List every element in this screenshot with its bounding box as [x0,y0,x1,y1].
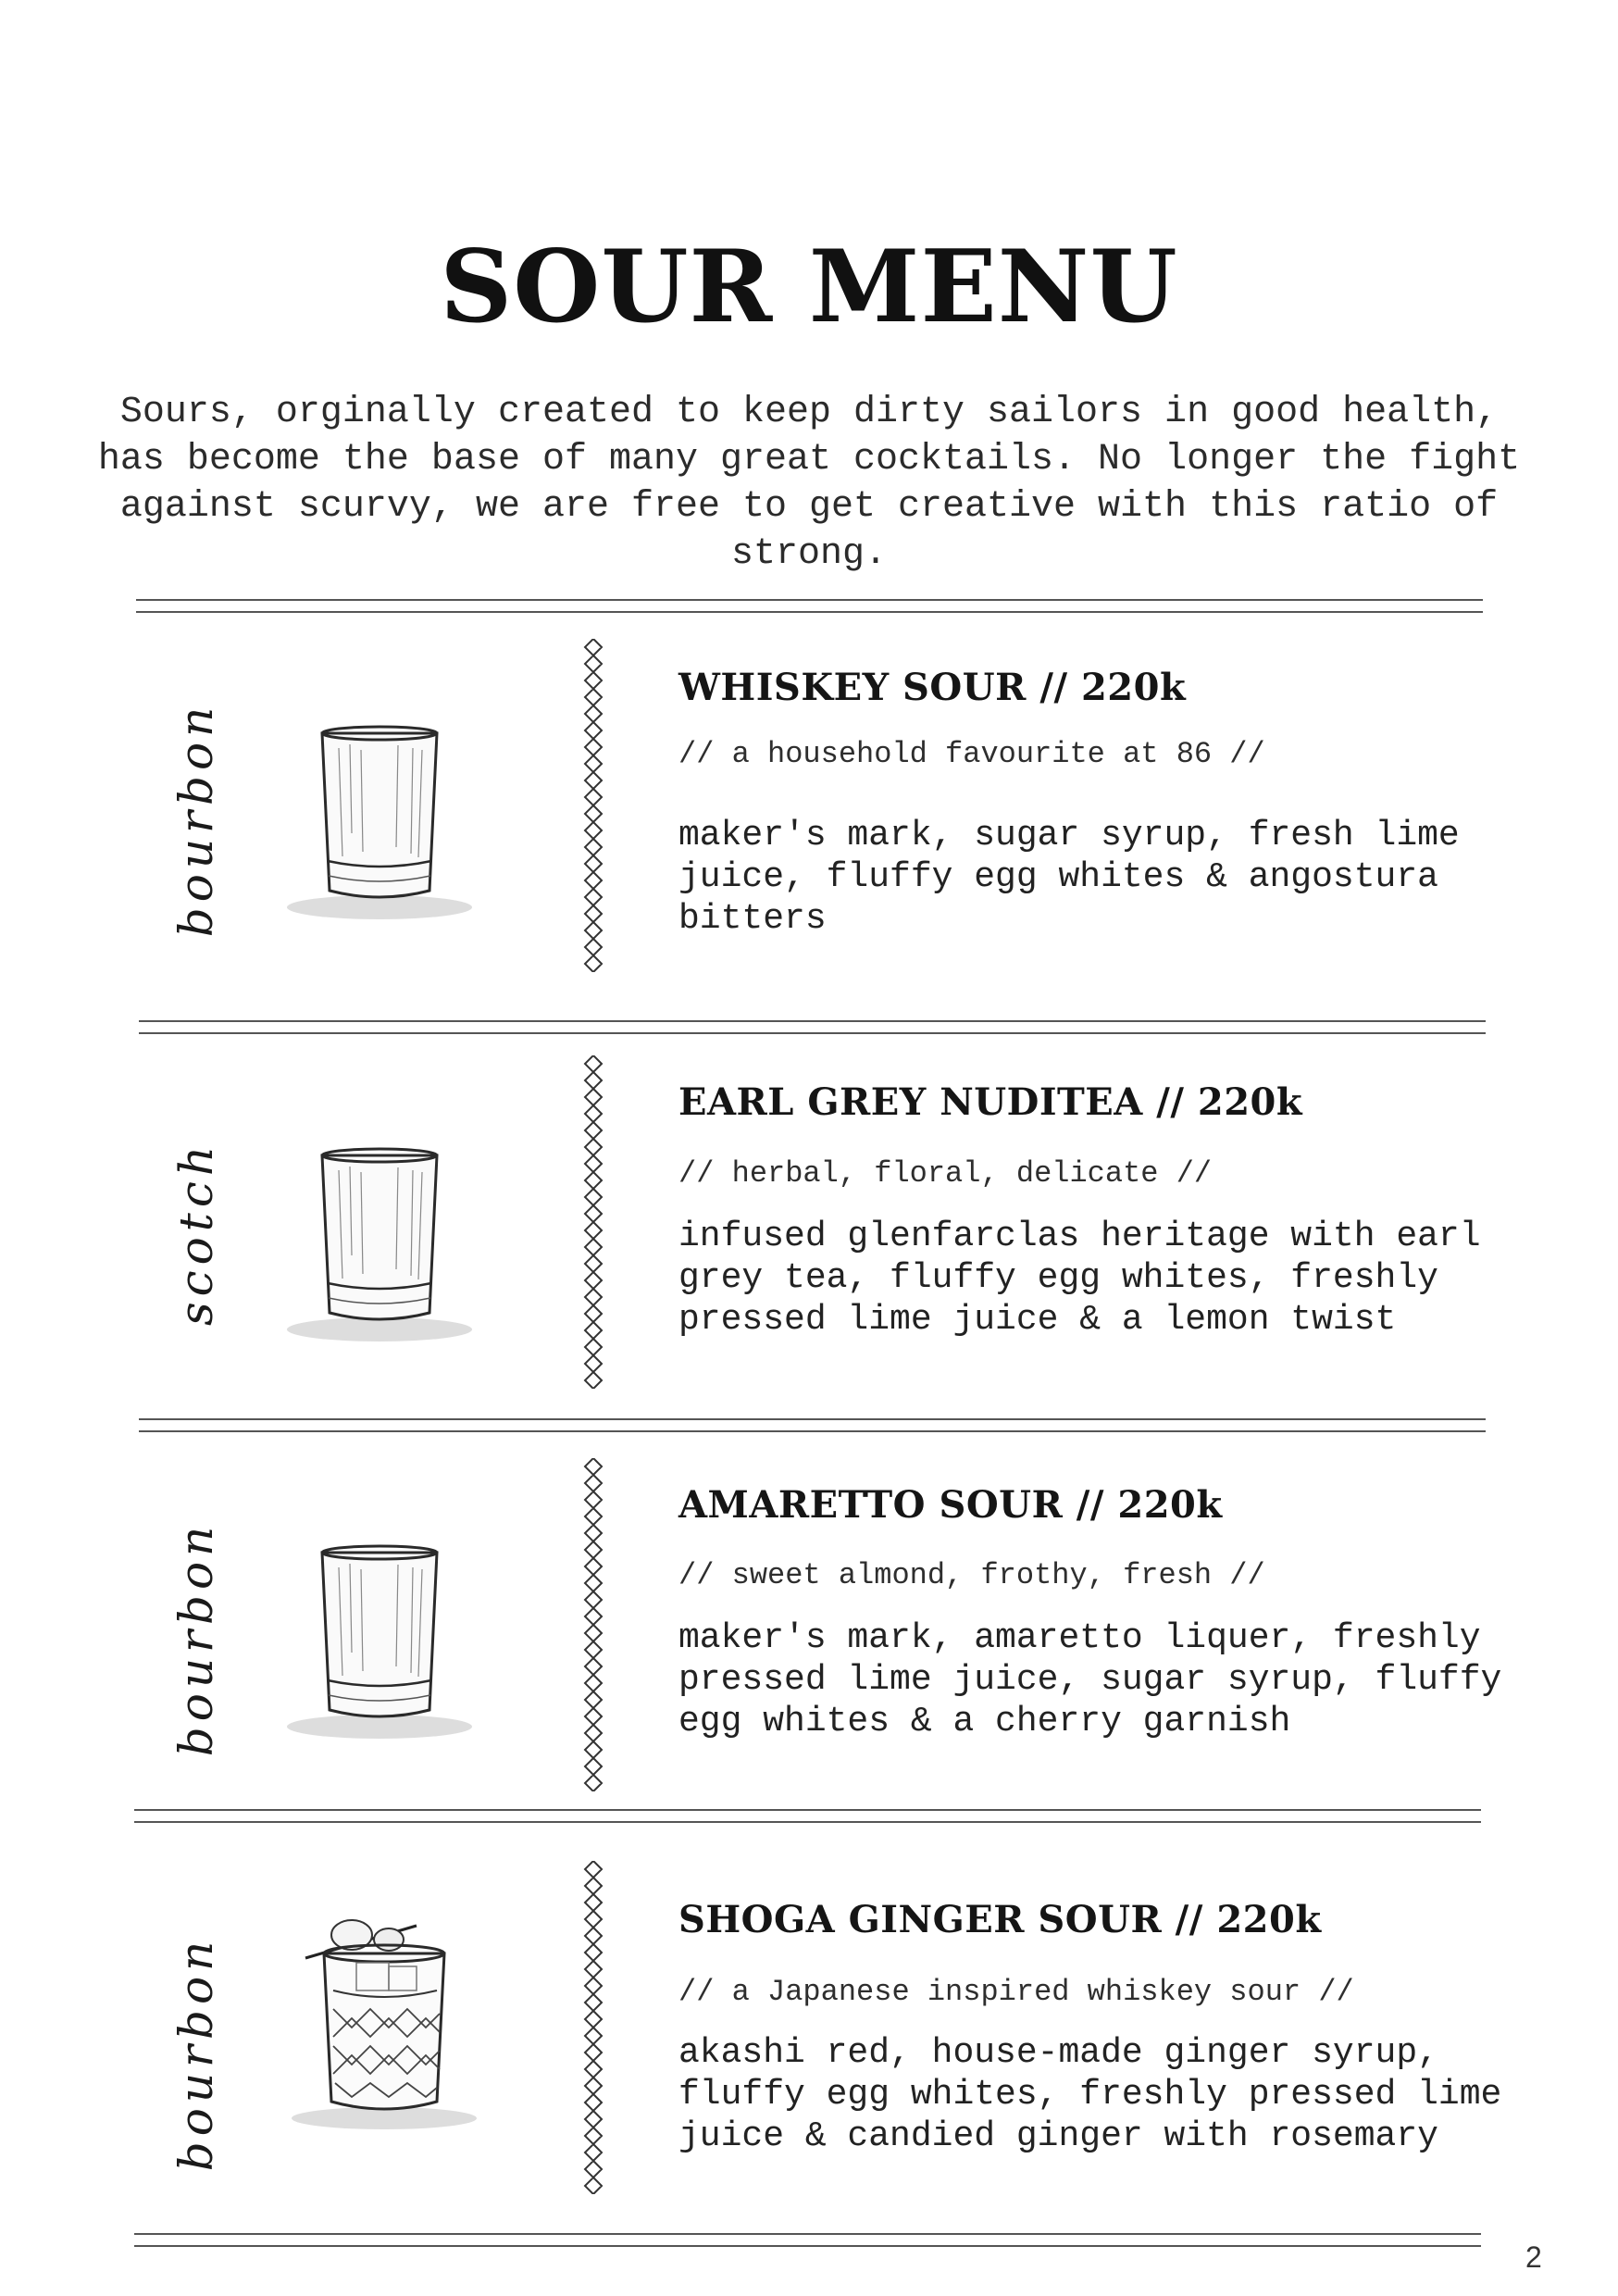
diamond-chain-divider [579,1055,607,1389]
item-description: maker's mark, amaretto liquer, freshly pressed lime juice, sugar syrup, fluffy egg whites & a cherry garnish [678,1618,1502,1741]
diamond-chain-divider [579,1861,607,2194]
rocks-glass-icon [278,1541,481,1754]
item-tagline: // a household favourite at 86 // [678,737,1265,771]
rocks-glass-icon [278,722,481,935]
divider-bottom [134,2233,1481,2247]
item-description: maker's mark, sugar syrup, fresh lime juice, fluffy egg whites & angostura bitters [678,816,1460,939]
intro-text: Sours, orginally created to keep dirty sailors in good health, has become the base of many great cocktails. No longer the fight against scurvy, we are free to get creative with this ratio of strong. [97,392,1521,575]
item-tagline: // herbal, floral, delicate // [678,1156,1213,1191]
page-number: 2 [1525,2240,1542,2274]
item-description: infused glenfarclas heritage with earl grey tea, fluffy egg whites, freshly pressed lime juice & a lemon twist [678,1217,1481,1340]
item-name: WHISKEY SOUR // 220k [678,666,1187,709]
cut-crystal-glass-with-garnish-icon [278,1907,491,2139]
item-description: akashi red, house-made ginger syrup, fluffy egg whites, freshly pressed lime juice & candied ginger with rosemary [678,2033,1502,2156]
divider [139,1020,1486,1034]
divider [139,1418,1486,1432]
divider [134,1809,1481,1823]
item-name: SHOGA GINGER SOUR // 220k [678,1898,1322,1941]
item-tagline: // a Japanese inspired whiskey sour // [678,1975,1354,2009]
page-title: SOUR MENU [440,229,1178,345]
item-name: AMARETTO SOUR // 220k [678,1483,1223,1527]
item-tagline: // sweet almond, frothy, fresh // [678,1558,1265,1592]
item-name: EARL GREY NUDITEA // 220k [678,1080,1303,1124]
diamond-chain-divider [579,1458,607,1791]
rocks-glass-icon [278,1144,481,1357]
divider-top [136,599,1483,613]
diamond-chain-divider [579,639,607,972]
